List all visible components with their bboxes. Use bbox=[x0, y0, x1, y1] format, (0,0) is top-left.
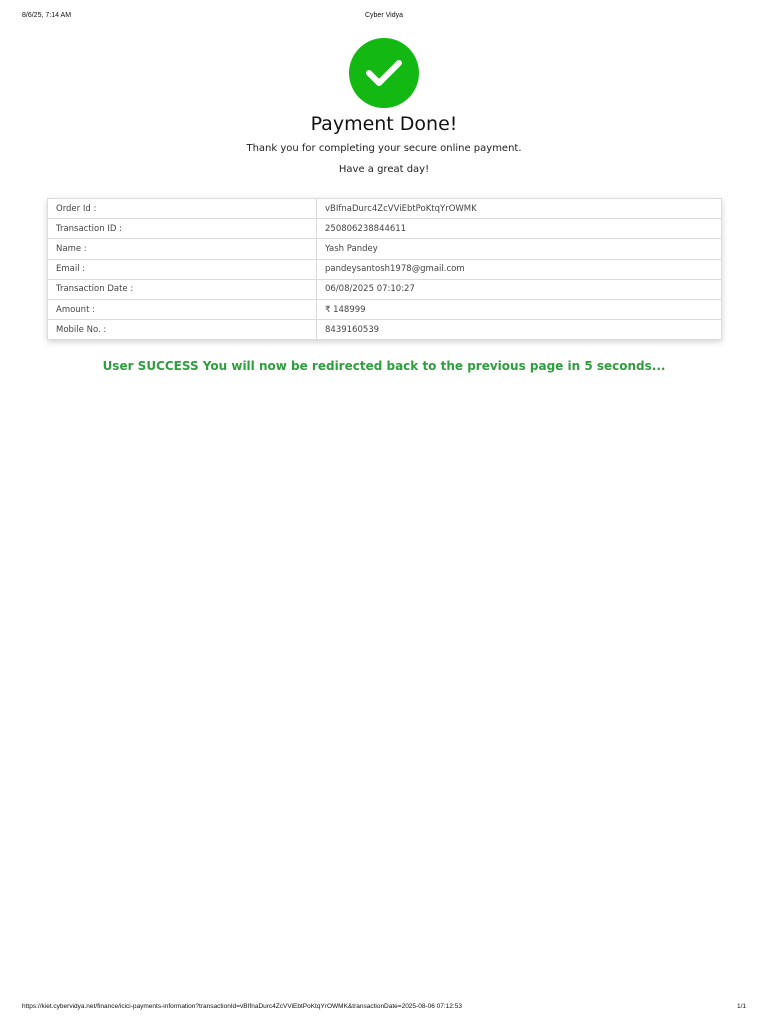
table-row bbox=[48, 299, 722, 319]
print-page-number: 1/1 bbox=[736, 1003, 746, 1010]
detail-label: Amount : bbox=[48, 299, 317, 319]
greeting-message: Have a great day! bbox=[338, 164, 430, 175]
table-row bbox=[48, 239, 722, 259]
detail-value: ₹ 148999 bbox=[317, 299, 722, 319]
thank-you-message: Thank you for completing your secure online payment. bbox=[246, 143, 522, 154]
payment-details-table bbox=[47, 198, 722, 340]
page-title: Payment Done! bbox=[310, 113, 458, 135]
detail-label: Mobile No. : bbox=[48, 320, 317, 340]
table-row bbox=[48, 279, 722, 299]
detail-label: Email : bbox=[48, 259, 317, 279]
detail-label: Name : bbox=[48, 239, 317, 259]
table-row bbox=[48, 320, 722, 340]
detail-value: pandeysantosh1978@gmail.com bbox=[317, 259, 722, 279]
redirect-message: User SUCCESS You will now be redirected back to the previous page in 5 seconds... bbox=[102, 359, 666, 373]
check-circle-icon bbox=[349, 38, 419, 108]
print-footer-url: https://kiet.cybervidya.net/finance/icici-payments-information?transactionId=vBIfnaDurc4ZcVViEbtPoKtqYrOWMK&transactionDate=2025-08-06 07:12:53 bbox=[22, 1003, 462, 1010]
detail-value: vBIfnaDurc4ZcVViEbtPoKtqYrOWMK bbox=[317, 199, 722, 219]
detail-value: 8439160539 bbox=[317, 320, 722, 340]
detail-label: Transaction Date : bbox=[48, 279, 317, 299]
detail-value: 250806238844611 bbox=[317, 219, 722, 239]
print-datetime: 8/6/25, 7:14 AM bbox=[22, 12, 72, 19]
detail-value: 06/08/2025 07:10:27 bbox=[317, 279, 722, 299]
detail-label: Transaction ID : bbox=[48, 219, 317, 239]
table-row bbox=[48, 219, 722, 239]
table-row bbox=[48, 199, 722, 219]
table-row bbox=[48, 259, 722, 279]
detail-label: Order Id : bbox=[48, 199, 317, 219]
print-site-title: Cyber Vidya bbox=[364, 12, 403, 19]
detail-value: Yash Pandey bbox=[317, 239, 722, 259]
